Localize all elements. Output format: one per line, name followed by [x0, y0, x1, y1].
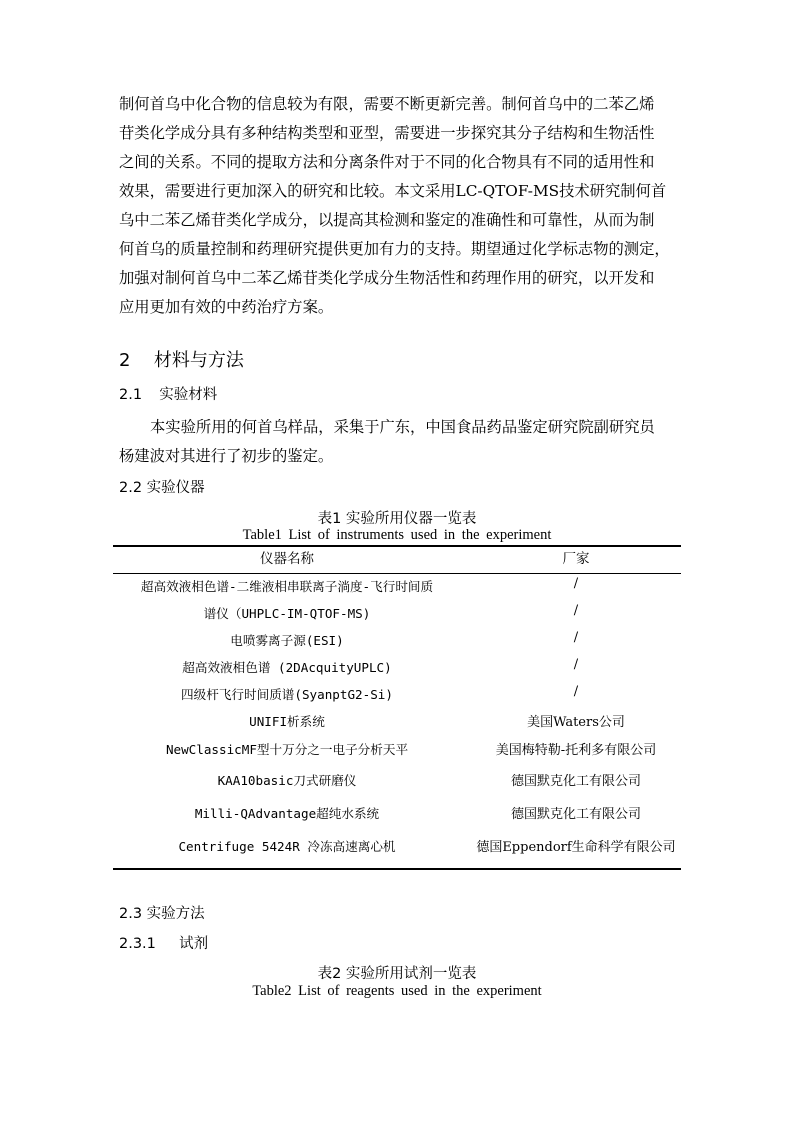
table1-cell-manufacturer: / [573, 657, 579, 672]
table1-cell-manufacturer: 德国默克化工有限公司 [510, 774, 641, 789]
table1-cell-instrument: 谱仪（UHPLC-IM-QTOF-MS) [203, 606, 371, 621]
table1-cell-instrument: 超高效液相色谱-二维液相串联离子淌度-飞行时间质 [140, 579, 434, 594]
subsection-number: 2.3.1 [119, 936, 156, 952]
table1-cell-manufacturer: 美国Waters公司 [527, 715, 625, 730]
materials-paragraph [119, 413, 681, 471]
table1-cell-manufacturer: / [573, 603, 579, 618]
table1-cell-instrument: 四级杆飞行时间质谱(SyanptG2-Si) [181, 687, 393, 702]
table2-caption-en: Table2 List of reagents used in the experiment [252, 983, 542, 999]
subsection-title: 实验材料 [159, 387, 218, 403]
table1-cell-instrument: Centrifuge 5424R 冷冻高速离心机 [178, 839, 396, 854]
table1-cell-manufacturer: / [573, 684, 579, 699]
subsection-heading-2-2: 2.2 实验仪器 [119, 480, 205, 496]
subsection-number: 2.1 [119, 387, 143, 403]
subsection-title: 试剂 [179, 936, 209, 952]
text-line: 本实验所用的何首乌样品，采集于广东，中国食品药品鉴定研究院副研究员 [150, 418, 655, 436]
table1-header-manufacturer: 厂家 [562, 551, 590, 567]
intro-paragraph [119, 90, 681, 322]
table1-cell-instrument: 电喷雾离子源(ESI) [230, 633, 344, 648]
section-title: 材料与方法 [153, 350, 244, 371]
table1-cell-manufacturer: / [573, 630, 579, 645]
table1-cell-instrument: UNIFI析系统 [249, 714, 325, 729]
subsection-heading-2-3-1 [119, 932, 208, 953]
table1-cell-manufacturer: 德国Eppendorf生命科学有限公司 [476, 840, 676, 855]
table1-cell-manufacturer: 德国默克化工有限公司 [510, 807, 641, 822]
text-line: 制何首乌中化合物的信息较为有限，需要不断更新完善。制何首乌中的二苯乙烯 [119, 95, 655, 113]
table1-cell-instrument: Milli-QAdvantage超纯水系统 [194, 806, 380, 821]
text-line: 苷类化学成分具有多种结构类型和亚型，需要进一步探究其分子结构和生物活性 [119, 124, 655, 142]
table1-cell-manufacturer: / [573, 576, 579, 591]
table1-header-instrument: 仪器名称 [260, 551, 314, 567]
section-heading-2 [119, 346, 244, 372]
table2-caption-cn: 表2 实验所用试剂一览表 [317, 966, 477, 982]
subsection-heading-2-1 [119, 383, 217, 404]
text-line: 乌中二苯乙烯苷类化学成分，以提高其检测和鉴定的准确性和可靠性，从而为制 [119, 211, 655, 229]
section-number: 2 [119, 350, 131, 371]
text-line: 何首乌的质量控制和药理研究提供更加有力的支持。期望通过化学标志物的测定， [119, 240, 670, 258]
table1-caption-cn: 表1 实验所用仪器一览表 [317, 511, 477, 527]
table1-bottom-rule [113, 868, 681, 870]
subsection-heading-2-3: 2.3 实验方法 [119, 906, 205, 922]
text-line: 之间的关系。不同的提取方法和分离条件对于不同的化合物具有不同的适用性和 [119, 153, 655, 171]
table1-cell-instrument: NewClassicMF型十万分之一电子分析天平 [165, 742, 409, 757]
table1-cell-instrument: KAA10basic刀式研磨仪 [217, 773, 357, 788]
text-line: 杨建波对其进行了初步的鉴定。 [119, 447, 334, 465]
text-line: 加强对制何首乌中二苯乙烯苷类化学成分生物活性和药理作用的研究，以开发和 [119, 269, 655, 287]
table1-header-rule [113, 573, 681, 574]
text-line: 应用更加有效的中药治疗方案。 [119, 298, 334, 316]
text-line: 效果，需要进行更加深入的研究和比较。本文采用LC-QTOF-MS技术研究制何首 [119, 182, 667, 200]
table1-cell-instrument: 超高效液相色谱 (2DAcquityUPLC) [182, 660, 392, 675]
table1-cell-manufacturer: 美国梅特勒-托利多有限公司 [495, 743, 657, 758]
table1-caption-en: Table1 List of instruments used in the experiment [242, 527, 552, 543]
